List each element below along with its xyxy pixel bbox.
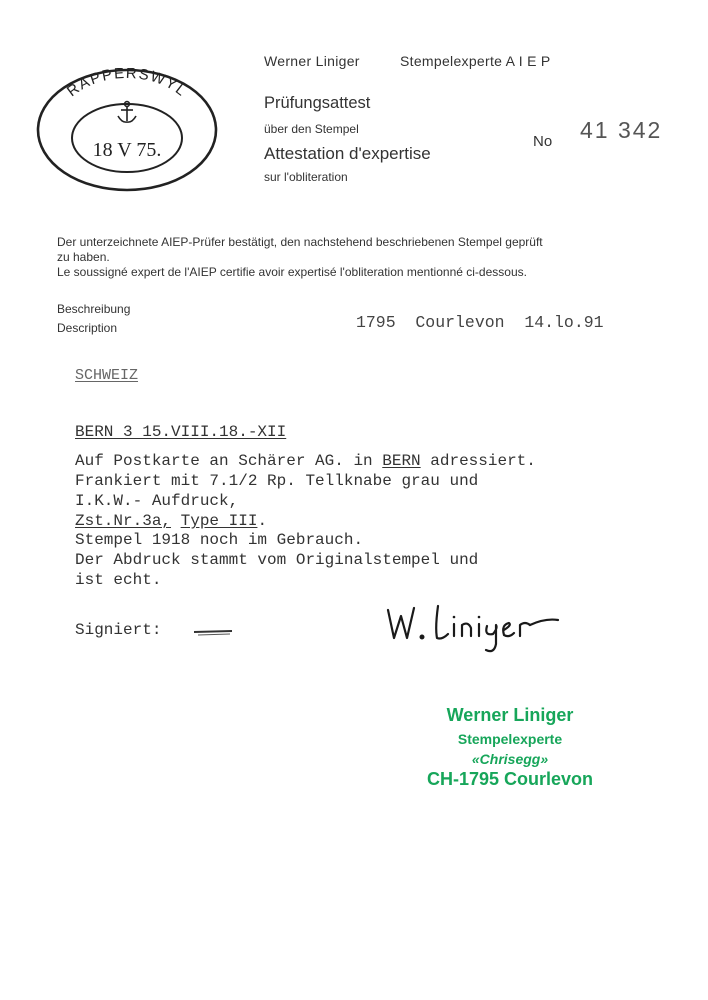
statement-de-line2: zu haben. bbox=[57, 250, 110, 264]
statement-de-line1: Der unterzeichnete AIEP-Prüfer bestätigt, den nachstehend beschriebenen Stempel geprüft bbox=[57, 235, 543, 249]
certificate-number: 41 342 bbox=[580, 117, 663, 143]
body-line-7: ist echt. bbox=[75, 571, 162, 589]
certificate-title-de: Prüfungsattest bbox=[264, 94, 371, 112]
body-line-4: Zst.Nr.3a, Type III. bbox=[75, 512, 268, 530]
body-line-5: Stempel 1918 noch im Gebrauch. bbox=[75, 531, 364, 549]
certificate-subtitle-de: über den Stempel bbox=[264, 122, 359, 136]
description-label-de: Beschreibung bbox=[57, 302, 131, 316]
certificate-number-label: No bbox=[533, 133, 553, 150]
stamp-line-address: CH-1795 Courlevon bbox=[426, 769, 594, 789]
certificate-title-fr: Attestation d'expertise bbox=[264, 144, 431, 163]
body-line-1: Auf Postkarte an Schärer AG. in BERN adressiert. bbox=[75, 452, 536, 470]
expert-name-header: Werner Liniger bbox=[264, 53, 360, 69]
cancel-line: BERN 3 15.VIII.18.-XII bbox=[75, 423, 287, 441]
handwritten-signature bbox=[380, 598, 590, 658]
rapperswyl-postmark-seal bbox=[36, 68, 218, 192]
certificate-subtitle-fr: sur l'obliteration bbox=[264, 170, 348, 184]
signed-label: Signiert: bbox=[75, 621, 162, 639]
body-line-3: I.K.W.- Aufdruck, bbox=[75, 492, 239, 510]
stamp-line-name: Werner Liniger bbox=[446, 705, 574, 725]
country-heading: SCHWEIZ bbox=[75, 367, 139, 384]
stamp-line-house: «Chrisegg» bbox=[471, 751, 549, 767]
description-value: 1795 Courlevon 14.lo.91 bbox=[356, 313, 604, 332]
postmark-ring-text: RAPPERSWYL bbox=[63, 68, 191, 101]
expert-title-header: Stempelexperte A I E P bbox=[400, 53, 551, 69]
body-line-2: Frankiert mit 7.1/2 Rp. Tellknabe grau und bbox=[75, 472, 479, 490]
stamp-line-title: Stempelexperte bbox=[457, 731, 563, 747]
signed-strikethrough-mark bbox=[192, 624, 236, 638]
body-line-6: Der Abdruck stammt vom Originalstempel und bbox=[75, 551, 479, 569]
statement-fr-line: Le soussigné expert de l'AIEP certifie avoir expertisé l'obliteration mentionné ci-dessous. bbox=[57, 265, 527, 279]
description-label-fr: Description bbox=[57, 321, 118, 335]
postmark-date: 18 V 75. bbox=[92, 139, 162, 161]
